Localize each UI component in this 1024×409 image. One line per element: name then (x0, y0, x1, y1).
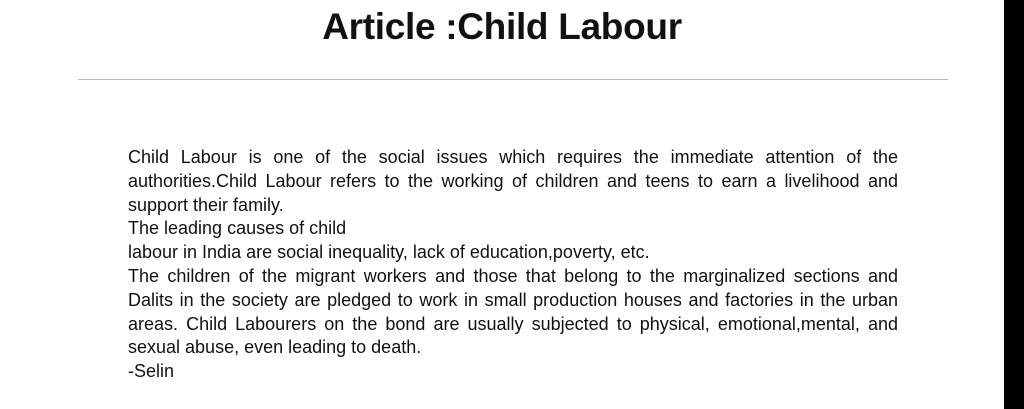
paragraph-causes-line-1: The leading causes of child (128, 218, 347, 239)
paragraph-intro: Child Labour is one of the social issues which requires the immediate attention of the authorities.Child Labour refers to the working of children and teens to earn a livelihood and support their family. (128, 147, 898, 215)
article-body (128, 146, 898, 384)
author-signature: -Selin (128, 361, 175, 382)
paragraph-causes-line-2: labour in India are social inequality, lack of education,poverty, etc. (128, 242, 650, 263)
paragraph-migrant-workers: The children of the migrant workers and those that belong to the marginalized sections and Dalits in the society are pledged to work in small production houses and factories in the urban areas. Child Labourers on the bond are usually subjected to physical, emotional,mental, and sexual abuse, even leading to death. (128, 265, 898, 358)
title-divider (78, 79, 948, 80)
article-title: Article :Child Labour (322, 6, 682, 47)
